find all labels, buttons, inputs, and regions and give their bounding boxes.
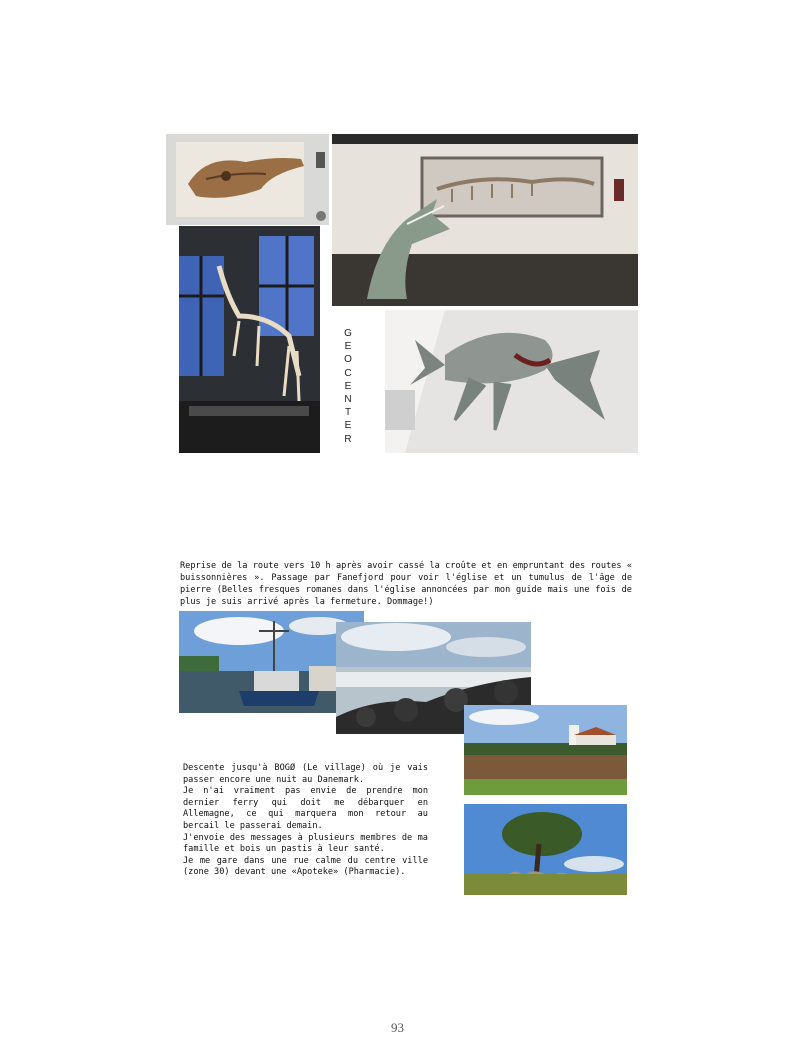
- photo-prehistoric-fish: [385, 310, 638, 453]
- vertical-label-letter: E: [344, 380, 352, 392]
- vertical-label-letter: N: [344, 394, 352, 406]
- travel-paragraph-fanefjord: Reprise de la route vers 10 h après avoir cassé la croûte et en empruntant des routes « buissonnières ». Passage par Fanefjord pour voir l'église et un tumulus de l'âge de pierre (Belles fresques romanes dans l'église annoncées par mon guide mais une fois de plus je suis arrivé après la fermeture. Dommage!): [180, 561, 632, 607]
- vertical-label-letter: C: [344, 367, 352, 379]
- geocenter-vertical-label: [341, 327, 355, 446]
- travel-paragraph-bogo: [183, 763, 428, 879]
- paragraph-line: Je me gare dans une rue calme du centre ville (zone 30) devant une «Apoteke» (Pharmacie).: [183, 855, 428, 878]
- page-number: 93: [391, 1020, 404, 1035]
- vertical-label-letter: G: [344, 328, 352, 339]
- paragraph-line: Descente jusqu'à BOGØ (Le village) où je vais passer encore une nuit au Danemark.: [183, 763, 428, 785]
- paragraph-line: J'envoie des messages à plusieurs membres de ma famille et bois un pastis à leur santé.: [183, 832, 428, 855]
- photo-fanefjord-church: [464, 705, 627, 795]
- photo-sauropod-skeleton: [179, 226, 320, 453]
- vertical-label-letter: T: [344, 407, 352, 419]
- photo-museum-hall-crocodile: [332, 134, 638, 306]
- photo-dolmen-tree: [464, 804, 627, 895]
- paragraph-line: Je n'ai vraiment pas envie de prendre mon dernier ferry qui doit me débarquer en Allemagne, ce qui marquera mon retour au bercail le passerai demain.: [183, 786, 428, 831]
- vertical-label-letter: E: [344, 341, 352, 353]
- vertical-label-letter: R: [344, 433, 352, 445]
- vertical-label-letter: O: [344, 354, 352, 366]
- vertical-label-letter: E: [344, 420, 352, 432]
- photo-fossil-skull: [166, 134, 329, 225]
